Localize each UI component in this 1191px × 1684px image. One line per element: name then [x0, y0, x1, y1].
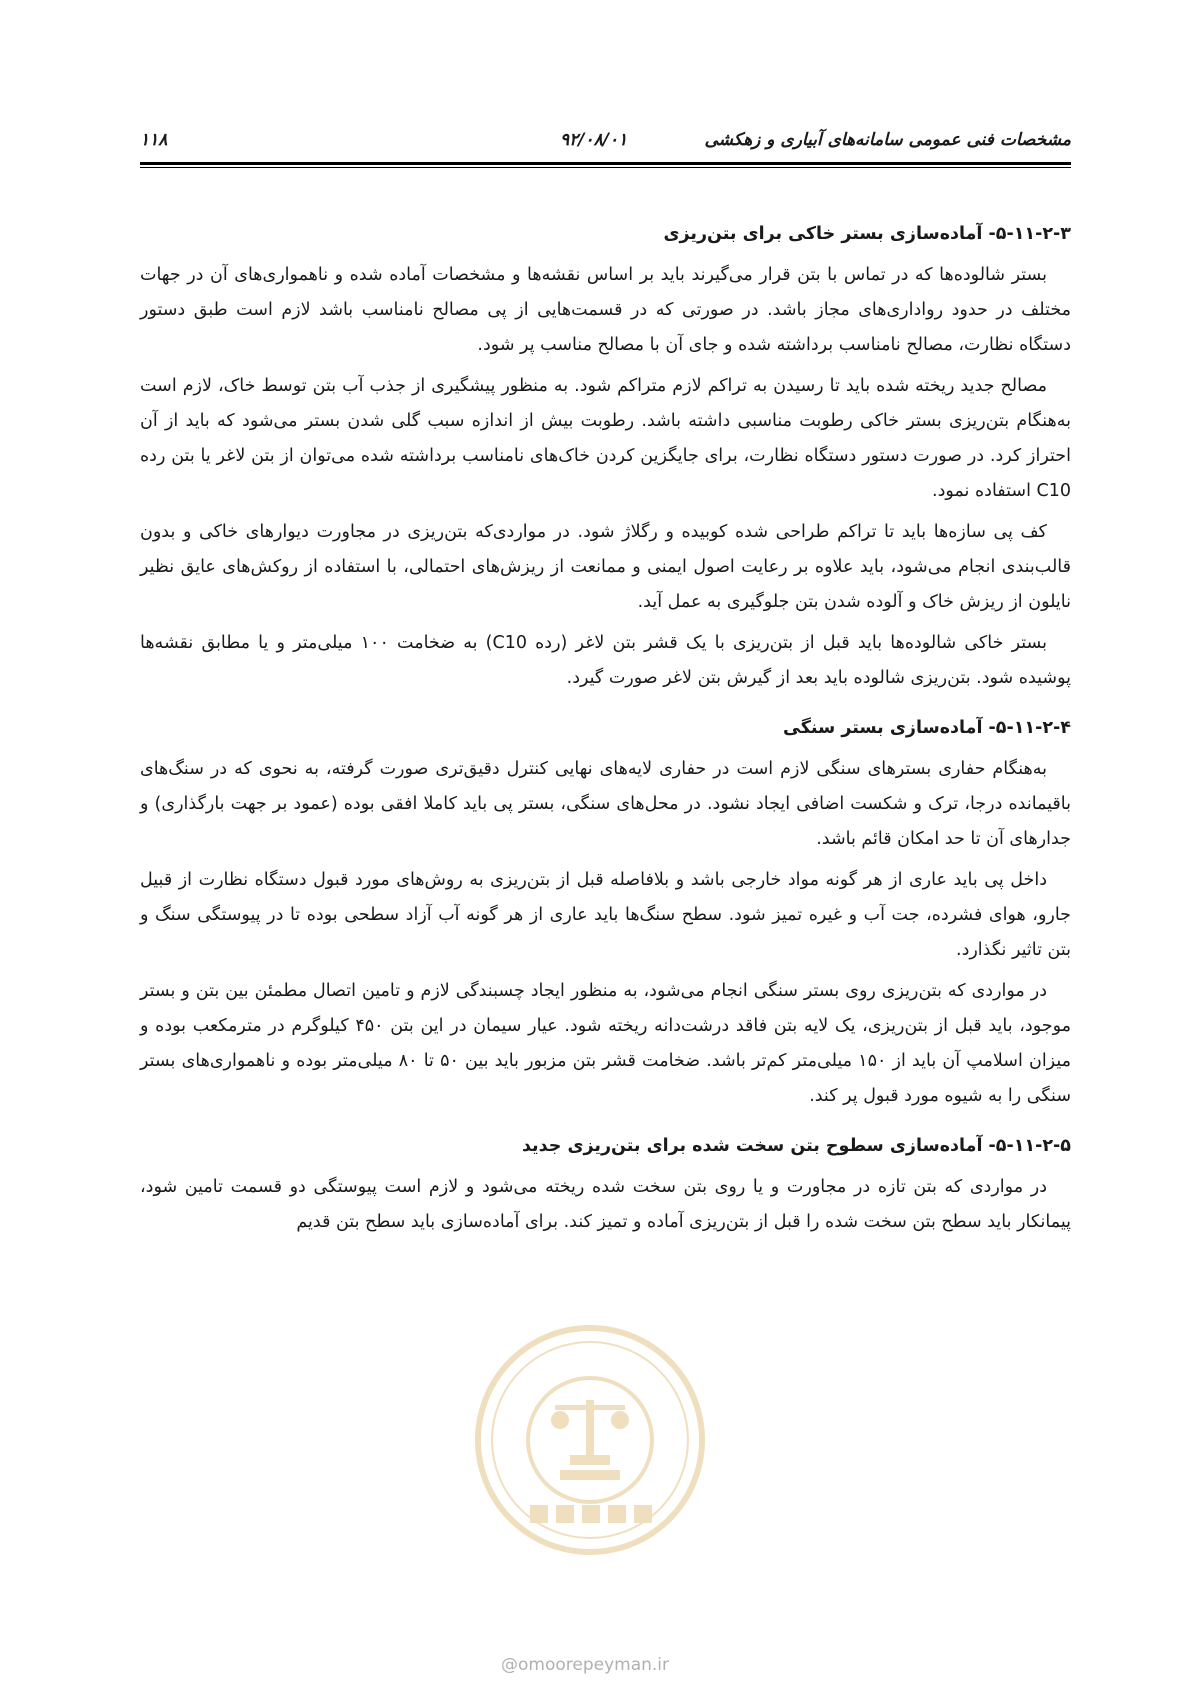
header-rule-thick — [140, 162, 1071, 165]
watermark-seal-icon — [470, 1320, 710, 1560]
section-heading-5-11-2-4: ۵-۱۱-۲-۴- آماده‌سازی بستر سنگی — [783, 718, 1071, 738]
paragraph: داخل پی باید عاری از هر گونه مواد خارجی باشد و بلافاصله قبل از بتن‌ریزی به روش‌های مورد قبول دستگاه نظارت از قبیل جارو، هوای فشرده، جت آب و غیره تمیز شود. سطح سنگ‌ها باید عاری از هر گونه آب آزاد سطحی بوده تا در پیوستگی سنگ و بتن تاثیر نگذارد. — [140, 870, 1071, 960]
page-header — [140, 124, 1071, 158]
paragraph: در مواردی که بتن‌ریزی روی بستر سنگی انجام می‌شود، به منظور ایجاد چسبندگی لازم و تامین اتصال مطمئن بین بتن و بستر موجود، باید قبل از بتن‌ریزی، یک لایه بتن فاقد درشت‌دانه ریخته شود. عیار سیمان در این بتن ۴۵۰ کیلوگرم در مترمکعب بوده و میزان اسلامپ آن باید از ۱۵۰ میلی‌متر کم‌تر باشد. ضخامت قشر بتن مزبور باید بین ۵۰ تا ۸۰ میلی‌متر بوده و ناهمواری‌های بستر سنگی را به شیوه مورد قبول پر کند. — [140, 981, 1071, 1106]
header-date: ۹۲/۰۸/۰۱ — [560, 130, 628, 150]
document-body — [140, 220, 1071, 1246]
section-heading-5-11-2-3: ۵-۱۱-۲-۳- آماده‌سازی بستر خاکی برای بتن‌ریزی — [663, 224, 1071, 244]
paragraph: در مواردی که بتن تازه در مجاورت و یا روی بتن سخت شده ریخته می‌شود و لازم است پیوستگی دو قسمت تامین شود، پیمانکار باید سطح بتن سخت شده را قبل از بتن‌ریزی آماده و تمیز کند. برای آماده‌سازی باید سطح بتن قدیم — [140, 1177, 1071, 1232]
section-heading-5-11-2-5: ۵-۱۱-۲-۵- آماده‌سازی سطوح بتن سخت شده برای بتن‌ریزی جدید — [521, 1136, 1071, 1156]
paragraph: مصالح جدید ریخته شده باید تا رسیدن به تراکم لازم متراکم شود. به منظور پیشگیری از جذب آب بتن توسط خاک، لازم است به‌هنگام بتن‌ریزی بستر خاکی رطوبت مناسبی داشته باشد. رطوبت بیش از اندازه سبب گلی شدن بستر می‌شود که باید از آن احتراز کرد. در صورت دستور دستگاه نظارت، برای جایگزین کردن خاک‌های نامناسب برداشته شده می‌توان از بتن لاغر یا بتن رده C10 استفاده نمود. — [140, 376, 1071, 501]
paragraph: به‌هنگام حفاری بسترهای سنگی لازم است در حفاری لایه‌های نهایی کنترل دقیق‌تری صورت گرفته، به نحوی که در سنگ‌های باقیمانده درجا، ترک و شکست اضافی ایجاد نشود. در محل‌های سنگی، بستر پی باید کاملا افقی بوده (عمود بر جهت بارگذاری) و جدارهای آن تا حد امکان قائم باشد. — [140, 759, 1071, 849]
header-rule-thin — [140, 167, 1071, 168]
page-number: ۱۱۸ — [140, 130, 168, 150]
watermark-url: @omoorepeyman.ir — [500, 1655, 670, 1675]
paragraph: بستر خاکی شالوده‌ها باید قبل از بتن‌ریزی با یک قشر بتن لاغر (رده C10) به ضخامت ۱۰۰ میلی‌متر و یا مطابق نقشه‌ها پوشیده شود. بتن‌ریزی شالوده باید بعد از گیرش بتن لاغر صورت گیرد. — [140, 633, 1071, 688]
paragraph: کف پی سازه‌ها باید تا تراکم طراحی شده کوبیده و رگلاژ شود. در مواردی‌که بتن‌ریزی در مجاورت دیوارهای خاکی و بدون قالب‌بندی انجام می‌شود، باید علاوه بر رعایت اصول ایمنی و ممانعت از ریزش‌های احتمالی، با استفاده از روکش‌های عایق نظیر نایلون از ریزش خاک و آلوده شدن بتن جلوگیری به عمل آید. — [140, 522, 1071, 612]
header-title: مشخصات فنی عمومی سامانه‌های آبیاری و زهکشی — [704, 130, 1071, 150]
paragraph: بستر شالوده‌ها که در تماس با بتن قرار می‌گیرند باید بر اساس نقشه‌ها و مشخصات آماده شده و ناهمواری‌های آن در جهات مختلف در حدود رواداری‌های مجاز باشد. در صورتی که در قسمت‌هایی از پی مصالح نامناسب باشد لازم است طبق دستور دستگاه نظارت، مصالح نامناسب برداشته شده و جای آن با مصالح مناسب پر شود. — [140, 265, 1071, 355]
